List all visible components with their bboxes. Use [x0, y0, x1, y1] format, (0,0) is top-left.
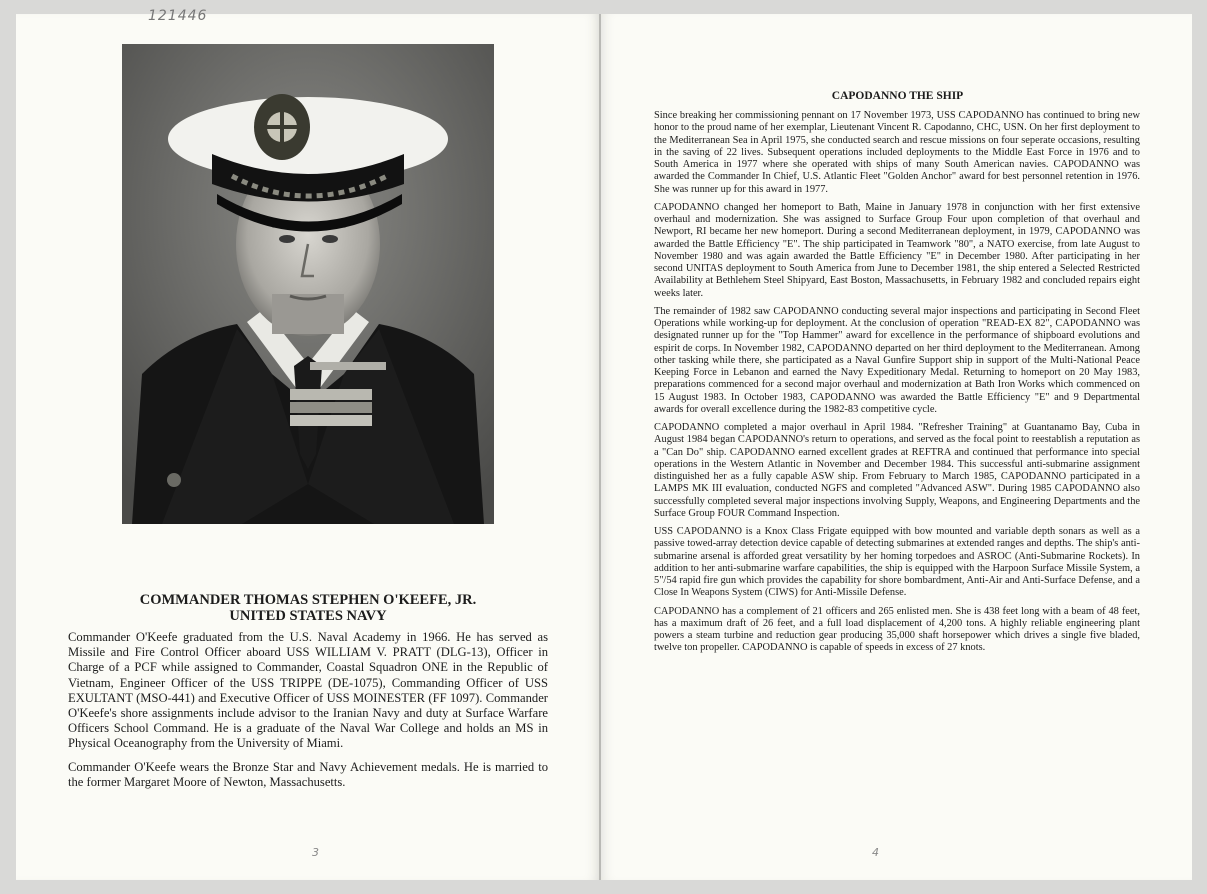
handwritten-note: 121446 [148, 8, 208, 24]
ship-paragraph: CAPODANNO changed her homeport to Bath, Maine in January 1978 in conjunction with her first extensive overhaul and modernization. She was assigned to Surface Group Four upon completion of that overhaul and Newport, RI became her new homeport. During a second Mediterranean deployment, in 1979, CAPODANNO was awarded the Battle Efficiency "E". The ship participated in Teamwork "80", a NATO exercise, from late August to November 1980 and was again awarded the Battle Efficiency "E" in December 1980. After participating in her second UNITAS deployment to South America from June to December 1981, the ship entered a Selected Restricted Availability at Bethlehem Steel Shipyard, East Boston, Massachusetts, in February 1982 and concluded repairs eight weeks later. [654, 201, 1140, 299]
bio-heading-service: UNITED STATES NAVY [229, 608, 387, 624]
ship-paragraph: Since breaking her commissioning pennant on 17 November 1973, USS CAPODANNO has continued to bring new honor to the proud name of her exemplar, Lieutenant Vincent R. Capodanno, CHC, USN. On her first deployment to the Mediterranean Sea in April 1975, she conducted search and rescue missions on four seperate occasions, resulting in the saving of 22 lives. Subsequent operations included deployments to the Middle East Force in 1976 and to South America in 1977 where she operated with ships of many South American navies. CAPODANNO was awarded the Commander In Chief, U.S. Atlantic Fleet "Golden Anchor" award for best personnel retention in 1976. She was runner up for this award in 1977. [654, 110, 1140, 195]
bio-paragraph: Commander O'Keefe graduated from the U.S. Naval Academy in 1966. He has served as Missile and Fire Control Officer aboard USS WILLIAM V. PRATT (DLG-13), Officer in Charge of a PCF while assigned to Commander, Coastal Squadron ONE in the Republic of Vietnam, Engineer Officer of the USS TRIPPE (DE-1075), Commanding Officer of USS EXULTANT (MSO-441) and Executive Officer of USS MOINESTER (FF 1097). Commander O'Keefe's shore assignments include advisor to the Iranian Navy and duty at Surface Warfare Officers School Command. He is a graduate of the Naval War College and holds an MS in Physical Oceanography from the University of Miami. [68, 630, 548, 751]
bio-body [68, 630, 548, 798]
officer-portrait-photo [122, 44, 494, 524]
ship-paragraph: CAPODANNO has a complement of 21 officers and 265 enlisted men. She is 438 feet long with a beam of 48 feet, has a maximum draft of 26 feet, and a full load displacement of 4,200 tons. A highly reliable engineering plant powers a steam turbine and reduction gear producing 35,000 shaft horsepower which drives a single five bladed, twelve ton propeller. CAPODANNO is capable of speeds in excess of 27 knots. [654, 605, 1140, 654]
bio-heading-name: COMMANDER THOMAS STEPHEN O'KEEFE, JR. [139, 592, 477, 608]
ship-paragraph: CAPODANNO completed a major overhaul in April 1984. "Refresher Training" at Guantanamo Bay, Cuba in August 1984 began CAPODANNO's return to operations, and served as the focal point to reestablish a reputation as a "Can Do" ship. CAPODANNO earned excellent grades at REFTRA and continued that performance into special operations in the Western Atlantic in November and December 1984. This successful anti-submarine assignment distinguished her as a fully capable ASW ship. From February to March 1985, CAPODANNO participated in a LAMPS MK III evaluation, conducted NGFS and completed "Advanced ASW". During 1985 CAPODANNO also successfully completed several major inspections involving Supply, Weapons, and Engineering Departments and the Surface Group FOUR Command Inspection. [654, 422, 1140, 519]
bio-paragraph: Commander O'Keefe wears the Bronze Star and Navy Achievement medals. He is married to the former Margaret Moore of Newton, Massachusetts. [68, 759, 548, 789]
ship-body [654, 110, 1140, 661]
bio-heading [68, 592, 548, 624]
ship-paragraph: The remainder of 1982 saw CAPODANNO conducting several major inspections and participating in Second Fleet Operations while working-up for deployment. At the conclusion of operation "READ-EX 82", CAPODANNO was designated runner up for the "Top Hammer" award for excellence in the performance of shipboard evolutions and espirit de corps. In November 1982, CAPODANNO departed on her third deployment to the Mediterranean. Among other tasking while there, she participated as a Naval Gunfire Support ship in support of the Multi-National Peace Keeping Force in Lebanon and earned the Navy Expeditionary Medal. Returning to homeport on 20 May 1983, preparations commenced for a second major overhaul and modernization at Bath Iron Works which commenced on 15 August 1983. In October 1983, CAPODANNO was awarded the Battle Efficiency "E" and 9 Departmental awards for overall excellence during the 1982-83 competitive cycle. [654, 305, 1140, 415]
page-number-right: 4 [872, 846, 879, 859]
ship-paragraph: USS CAPODANNO is a Knox Class Frigate equipped with bow mounted and variable depth sonars as well as a passive towed-array detection device capable of detecting submarines at extended ranges and depths. The ship's anti-submarine arsenal is afforded great versatility by her homing torpedoes and ASROC (Anti-Submarine Rockets). In addition to her anti-submarine warfare capabilities, the ship is equipped with the Harpoon Surface Missile System, a 5"/54 rapid fire gun which provides the capability for shore bombardment, Anti-Air and Anti-Surface Defense, and a Close In Weapons System (CIWS) for Anti-Missile Defense. [654, 526, 1140, 599]
ship-section-title: CAPODANNO THE SHIP [831, 90, 964, 102]
book-gutter [599, 14, 601, 880]
page-number-left: 3 [312, 846, 319, 859]
